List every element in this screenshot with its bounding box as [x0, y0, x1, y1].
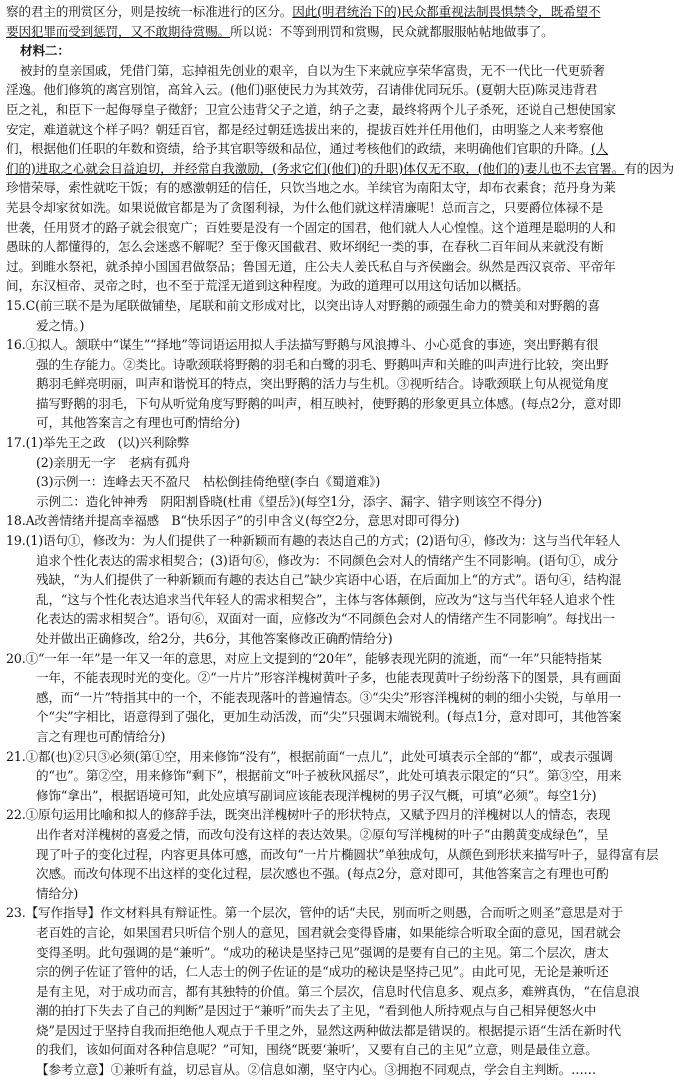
line-text: 间，东汉桓帝、灵帝之时，也不至于荒淫无道到这种程度。为政的道理可以用这句话加以概括。 — [6, 278, 529, 294]
line-text: 化表达的需求相契合”。语句⑥，双面对一面，应修改为“不同颜色会对人的情绪产生不同影响”。每找出一 — [36, 611, 615, 627]
text-line — [6, 570, 688, 590]
text-line — [6, 61, 688, 81]
text-line — [6, 374, 688, 394]
line-text: 安定，难道就这个样子吗？朝廷百官，都是经过朝廷选拔出来的，提拔百姓并任用他们，由明鉴之人来考察他 — [6, 121, 604, 137]
text-line — [6, 864, 688, 884]
line-text: 变得圣明。此句强调的是“兼听”。“成功的秘诀是坚持己见”强调的是要有自己的主见。第二个层次，唐太 — [36, 944, 609, 960]
line-text: 22.①原句运用比喻和拟人的修辞手法，既突出洋槐树叶子的形状特点，又赋予四月的洋槐树以人的情态，表现 — [6, 807, 611, 823]
line-text: 爱之情。) — [36, 317, 85, 333]
line-text: 老百姓的言论，如果国君只听信个别人的意见，国君就会变得昏庸，如果能综合听取全面的意见，国君就会 — [36, 924, 621, 940]
line-text: 的我们，该如何面对各种信息呢？”可知，围绕“既要‘兼听’，又要有自己的主见”立意，则是最佳立意。 — [36, 1042, 598, 1058]
line-text: 次感。而改句体现不出这样的变化过程，层次感也不强。(每点2分，意对即可，其他答案言之有理也可酌 — [36, 866, 609, 882]
line-text: 18.A改善情绪并提高幸福感 B“快乐因子”的引申含义(每空2分，意思对即可得分) — [6, 513, 460, 529]
text-line — [6, 590, 688, 610]
line-text: 15.C(前三联不是为尾联做铺垫，尾联和前文形成对比，以突出诗人对野鹅的顽强生命力的赞美和对野鹅的喜 — [6, 297, 600, 313]
text-line — [6, 845, 688, 865]
line-text: 残缺，“为人们提供了一种新颖而有趣的表达自己”缺少宾语中心语，在后面加上“的方式”。语句④，结构混 — [36, 572, 622, 588]
text-line — [6, 355, 688, 375]
line-text: (3)示例一：连峰去天不盈尺 枯松倒挂倚绝壁(李白《蜀道难》) — [36, 474, 381, 490]
line-text: 臣之礼，和臣下一起侮辱皇子徵舒；卫宣公违背父子之道，纳子之妻，最终将两个儿子杀死，还说自己想使国家 — [6, 101, 616, 117]
text-line — [6, 41, 688, 61]
text-line — [6, 649, 688, 669]
text-line — [6, 139, 688, 159]
text-line — [6, 609, 688, 629]
line-text: 修饰“拿出”，根据语境可知，此处应填写副词应该能表现洋槐树的男子汉气概，可填“必须”。每空1分) — [36, 787, 597, 803]
line-text: 们，根据他们任职的年数和资绩，给予其官职等级和品位，通过考核他们的政绩，来明确他们官职的升降。 — [6, 141, 591, 157]
text-line — [6, 276, 688, 296]
line-text: 过。到睢水祭祀，就杀掉小国国君做祭品；鲁国无道，庄公夫人姜氏私自与齐侯幽会。纵然是西汉哀帝、平帝年 — [6, 258, 616, 274]
line-text: 世袭，任用贤才的路子就会很宽广；百姓要是没有一个固定的国君，他们就人人心惶惶。这个道理是聪明的人和 — [6, 219, 616, 235]
line-text: 淫逸。他们修筑的离宫别馆，高耸入云。(他们)驱使民力为其效劳，召请俳优同玩乐。(夏朝大臣)陈灵违背君 — [6, 82, 598, 98]
underlined-text: 们的)进取之心就会日益迫切，并经常自我激励，(务求它们(他们)的升职)体仅无不取，(他们的)妻儿也不去官署。 — [6, 160, 625, 176]
text-line — [6, 218, 688, 238]
line-text: 有的因为 — [624, 160, 674, 176]
underlined-text: 要因犯罪而受到惩罚，又不敢期待赏赐。 — [6, 23, 230, 39]
text-line — [6, 766, 688, 786]
line-text: 21.①都(也)②只③必须(第①空，用来修饰“没有”，根据前面“一点儿”，此处可填表示全部的“都”，或表示强调 — [6, 748, 613, 764]
line-text: 一年，不能表现时光的变化。②“一片片”形容洋槐树黄叶子多，也能表现黄叶子纷纷落下的图景，具有画面 — [36, 670, 621, 686]
line-text: 示例二：造化钟神秀 阴阳割昏晓(杜甫《望岳》)(每空1分，添字、漏字、错字则该空不得分) — [36, 493, 542, 509]
line-text: 所以说：不等到刑罚和赏赐，民众就都服服帖帖地做事了。 — [230, 23, 554, 39]
text-line — [6, 178, 688, 198]
text-line — [6, 943, 688, 963]
text-line — [6, 22, 688, 42]
line-text: 情给分) — [36, 885, 79, 901]
text-line — [6, 1060, 688, 1080]
line-text: 20.①“一年一年”是一年又一年的意思，对应上文提到的“20年”，能够表现光阴的流逝，而“一年”只能特指某 — [6, 650, 602, 666]
text-line — [6, 688, 688, 708]
text-line — [6, 198, 688, 218]
text-line — [6, 884, 688, 904]
text-line — [6, 1001, 688, 1021]
line-text: 强的生存能力。②类比。诗歌颈联将野鹅的羽毛和白鹭的羽毛、野鹅叫声和关睢的叫声进行比较，突出野 — [36, 356, 609, 372]
text-line — [6, 531, 688, 551]
text-line — [6, 394, 688, 414]
underlined-text: (人 — [590, 141, 609, 157]
line-text: 个“尖”字相比，语意得到了强化，更加生动活泼，而“尖”只强调末端锐利。(每点1分，意对即可，其他答案 — [36, 709, 622, 725]
text-line — [6, 629, 688, 649]
text-line — [6, 453, 688, 473]
text-line — [6, 80, 688, 100]
line-text: 追求个性化表达的需求相契合；(3)语句⑥，修改为：不同颜色会对人的情绪产生不同影响。(语句①，成分 — [36, 552, 619, 568]
text-line — [6, 316, 688, 336]
text-line — [6, 413, 688, 433]
line-text: 是有主见，对于成功而言，都有其独特的价值。第三个层次，信息时代信息多、观点多，难辨真伪，“在信息浪 — [36, 983, 640, 999]
text-line — [6, 296, 688, 316]
line-text: 察的君主的刑赏区分，则是按统一标准进行的区分。 — [6, 4, 293, 19]
text-line — [6, 1021, 688, 1041]
line-text: 言之有理也可酌情给分) — [36, 728, 166, 744]
text-line — [6, 159, 688, 179]
text-line — [6, 786, 688, 806]
text-line — [6, 903, 688, 923]
line-text: 乱，“这与个性化表达追求当代年轻人的需求相契合”，主体与客体颠倒，应改为“这与当代年轻人追求个性 — [36, 591, 615, 607]
line-text: 鹅羽毛鲜亮明丽，叫声和谐悦耳的特点，突出野鹅的活力与生机。③视听结合。诗歌颈联上句从视觉角度 — [36, 376, 609, 392]
line-text: 【参考立意】①兼听有益，切忌盲从。②信息如潮，坚守内心。③拥抱不同观点，学会自主判断。…… — [36, 1062, 596, 1078]
line-text: 烧”是因过于坚持自我而拒绝他人观点于千里之外，显然这两种做法都是错误的。根据提示语“生活在新时代 — [36, 1022, 621, 1038]
line-text: (2)亲朋无一字 老病有孤舟 — [36, 454, 191, 470]
text-line — [6, 120, 688, 140]
line-text: 被封的皇亲国戚，凭借门第，忘掉祖先创业的艰辛，自以为生下来就应享荣华富贵，无不一代比一代更骄奢 — [20, 62, 605, 78]
text-line — [6, 1040, 688, 1060]
line-text: 描写野鹅的羽毛，下句从听觉角度写野鹅的叫声，相互映衬，使野鹅的形象更具立体感。(每点2分，意对即 — [36, 395, 622, 411]
line-text: 处并做出正确修改，给2分，共6分，其他答案修改正确酌情给分) — [36, 631, 393, 646]
text-line — [6, 100, 688, 120]
text-line — [6, 668, 688, 688]
text-line — [6, 747, 688, 767]
line-text: 17.(1)举先王之政 (以)兴利除弊 — [6, 435, 190, 451]
text-line — [6, 982, 688, 1002]
line-text: 出作者对洋槐树的喜爱之情，而改句没有这样的表达效果。②原句写洋槐树的叶子“由鹅黄变成绿色”，呈 — [36, 826, 609, 842]
text-line — [6, 472, 688, 492]
text-line — [6, 237, 688, 257]
text-line — [6, 433, 688, 453]
text-line — [6, 962, 688, 982]
line-text: 芜县令却家贫如洗。如果说做官都是为了贪图利禄，为什么他们就这样清廉呢！总而言之，只要爵位体禄不是 — [6, 199, 604, 215]
text-line — [6, 923, 688, 943]
line-text: 感，而“一片”特指其中的一个，不能表现落叶的普遍情态。③“尖尖”形容洋槐树的刺的细小尖锐，与单用一 — [36, 689, 622, 705]
text-line — [6, 511, 688, 531]
line-text: 可，其他答案言之有理也可酌情给分) — [36, 415, 240, 431]
text-line — [6, 825, 688, 845]
text-line — [6, 727, 688, 747]
underlined-text: 因此(明君统治下的)民众都重视法制畏惧禁令，既希望不 — [292, 4, 601, 19]
text-line — [6, 805, 688, 825]
line-text: 宗的例子佐证了管仲的话，仁人志士的例子佐证的是“成功的秘诀是坚持己见”。由此可见，无论是兼听还 — [36, 964, 609, 980]
line-text: 16.①拟人。颔联中“谋生”“择地”等词语运用拟人手法描写野鹅与风浪搏斗、小心觅食的事迹，突出野鹅有很 — [6, 337, 599, 353]
line-text: 19.(1)语句①，修改为：为人们提供了一种新颖而有趣的表达自己的方式；(2)语句④，修改为：这与当代年轻人 — [6, 533, 621, 549]
text-line — [6, 2, 688, 22]
text-line — [6, 492, 688, 512]
text-line — [6, 551, 688, 571]
line-text: 的“也”。第②空，用来修饰“剩下”，根据前文“叶子被秋风摇尽”，此处可填表示限定的“只”。第③空，用来 — [36, 768, 622, 784]
line-text: 材料二： — [20, 43, 70, 59]
text-line — [6, 707, 688, 727]
line-text: 现了叶子的变化过程，内容更具体可感，而改句“一片片椭圆状”单独成句，从颜色到形状来描写叶子，显得富有层 — [36, 846, 659, 862]
line-text: 珍惜荣辱，索性就吃干饭；有的感激朝廷的信任，只饮当地之水。羊续官为南阳太守，却布衣素食；范丹身为莱 — [6, 180, 616, 196]
text-line — [6, 257, 688, 277]
line-text: 愚昧的人都懂得的，怎么会迷惑不解呢？至于像灭国截君、败坏纲纪一类的事，在春秋二百年间从来就没有断 — [6, 239, 604, 255]
text-line — [6, 335, 688, 355]
line-text: 23.【写作指导】作文材料具有辩证性。第一个层次，管仲的话“夫民，别而听之则愚，合而听之则圣”意思是对于 — [6, 905, 624, 921]
line-text: 潮的拍打下失去了自己的判断”是因过于“兼听”而失去了主见，“看到他人所持观点与自己相异便怒火中 — [36, 1003, 597, 1019]
